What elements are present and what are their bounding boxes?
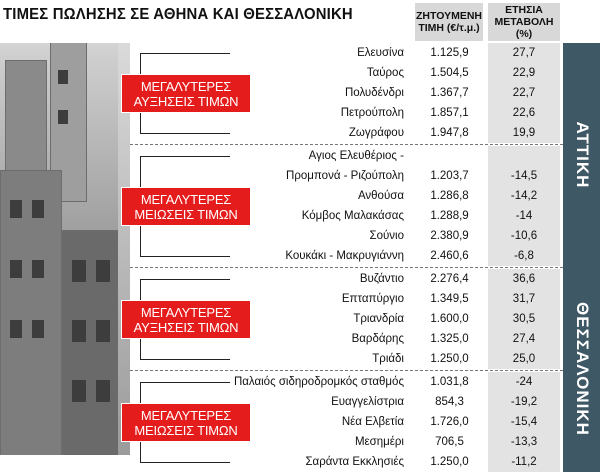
area-name: Τριάδι <box>368 349 404 369</box>
connector-line <box>140 156 230 157</box>
area-name: Πολυδένδρι <box>341 83 404 103</box>
asking-price: 2.276,4 <box>415 269 484 289</box>
area-name: Σαράντα Εκκλησιές <box>301 452 404 472</box>
asking-price: 1.031,8 <box>415 372 484 392</box>
annual-change: -13,3 <box>488 432 560 452</box>
asking-price: 2.460,6 <box>415 246 484 266</box>
annual-change: -19,2 <box>488 392 560 412</box>
connector-line <box>140 382 230 383</box>
asking-price: 1.288,9 <box>415 206 484 226</box>
annual-change: 22,6 <box>488 103 560 123</box>
asking-price: 1.349,5 <box>415 289 484 309</box>
badge-line: ΜΕΙΩΣΕΙΣ ΤΙΜΩΝ <box>134 206 238 222</box>
region-name: ΘΕΣΣΑΛΟΝΙΚΗ <box>572 302 592 436</box>
badge-line: ΑΥΞΗΣΕΙΣ ΤΙΜΩΝ <box>133 319 239 335</box>
group-separator <box>130 370 563 371</box>
annual-change: 19,9 <box>488 123 560 143</box>
asking-price <box>415 146 484 166</box>
asking-price: 1.203,7 <box>415 166 484 186</box>
group-badge <box>121 74 251 113</box>
price-column-header <box>415 3 483 41</box>
annual-change: 22,7 <box>488 83 560 103</box>
area-name: Βαρδάρης <box>348 329 404 349</box>
annual-change: 30,5 <box>488 309 560 329</box>
asking-price: 1.367,7 <box>415 83 484 103</box>
connector-line <box>140 462 230 463</box>
change-header-line2: ΜΕΤΑΒΟΛΗ (%) <box>494 16 554 40</box>
annual-change: -24 <box>488 372 560 392</box>
annual-change: -15,4 <box>488 412 560 432</box>
group-badge <box>121 187 251 226</box>
annual-change: -11,2 <box>488 452 560 472</box>
area-name: Κουκάκι - Μακρυγιάννη <box>281 246 404 266</box>
asking-price: 1.504,5 <box>415 63 484 83</box>
region-label <box>563 266 600 472</box>
area-name: Προμπονά - Ριζούπολη <box>282 166 404 186</box>
asking-price: 1.325,0 <box>415 329 484 349</box>
area-name: Κόμβος Μαλακάσας <box>298 206 404 226</box>
region-label <box>563 43 600 266</box>
change-header-line1: ΕΤΗΣΙΑ <box>505 4 543 16</box>
badge-line: ΑΥΞΗΣΕΙΣ ΤΙΜΩΝ <box>133 93 239 109</box>
annual-change: 27,4 <box>488 329 560 349</box>
asking-price: 1.726,0 <box>415 412 484 432</box>
badge-line: ΜΕΓΑΛΥΤΕΡΕΣ <box>140 304 232 320</box>
asking-price: 1.600,0 <box>415 309 484 329</box>
price-header-line1: ΖΗΤΟΥΜΕΝΗ <box>415 10 482 22</box>
connector-line <box>140 359 230 360</box>
annual-change: 31,7 <box>488 289 560 309</box>
badge-line: ΜΕΙΩΣΕΙΣ ΤΙΜΩΝ <box>134 422 238 438</box>
asking-price: 1.250,0 <box>415 452 484 472</box>
group-separator <box>130 267 563 268</box>
annual-change: 25,0 <box>488 349 560 369</box>
price-header-line2: ΤΙΜΗ (€/τ.μ.) <box>418 22 480 34</box>
asking-price: 1.857,1 <box>415 103 484 123</box>
annual-change <box>488 146 560 166</box>
connector-line <box>140 256 230 257</box>
region-name: ΑΤΤΙΚΗ <box>572 121 592 188</box>
area-name: Επταπύργιο <box>338 289 404 309</box>
area-name: Ανθούσα <box>354 186 404 206</box>
asking-price: 1.250,0 <box>415 349 484 369</box>
change-column-header <box>488 3 560 41</box>
annual-change: -6,8 <box>488 246 560 266</box>
group-badge <box>121 403 251 442</box>
area-name: Ευαγγελίστρια <box>327 392 404 412</box>
header <box>0 0 412 43</box>
area-name: Μεσημέρι <box>351 432 404 452</box>
table-row <box>130 166 580 186</box>
area-name: Ταύρος <box>363 63 404 83</box>
connector-line <box>140 53 230 54</box>
area-name: Τριανδρία <box>349 309 404 329</box>
connector-line <box>140 133 230 134</box>
group-separator <box>130 144 563 145</box>
connector-line <box>140 279 230 280</box>
area-name: Βυζάντιο <box>356 269 404 289</box>
annual-change: 22,9 <box>488 63 560 83</box>
area-name: Παλαιός σιδηροδρομκός σταθμός <box>230 372 404 392</box>
area-name: Αγιος Ελευθέριος - <box>305 146 404 166</box>
page-title: ΤΙΜΕΣ ΠΩΛΗΣΗΣ ΣΕ ΑΘΗΝΑ ΚΑΙ ΘΕΣΣΑΛΟΝΙΚΗ <box>3 6 353 23</box>
area-name: Πετρούπολη <box>337 103 404 123</box>
annual-change: -14,2 <box>488 186 560 206</box>
annual-change: -10,6 <box>488 226 560 246</box>
asking-price: 1.947,8 <box>415 123 484 143</box>
city-photo <box>0 0 118 455</box>
badge-line: ΜΕΓΑΛΥΤΕΡΕΣ <box>140 407 232 423</box>
annual-change: 27,7 <box>488 43 560 63</box>
badge-line: ΜΕΓΑΛΥΤΕΡΕΣ <box>140 78 232 94</box>
asking-price: 706,5 <box>415 432 484 452</box>
annual-change: -14 <box>488 206 560 226</box>
area-name: Νέα Ελβετία <box>338 412 404 432</box>
annual-change: 36,6 <box>488 269 560 289</box>
asking-price: 2.380,9 <box>415 226 484 246</box>
asking-price: 1.125,9 <box>415 43 484 63</box>
table-row <box>130 226 580 246</box>
area-name: Σούνιο <box>366 226 405 246</box>
area-name: Ζωγράφου <box>345 123 404 143</box>
asking-price: 1.286,8 <box>415 186 484 206</box>
annual-change: -14,5 <box>488 166 560 186</box>
badge-line: ΜΕΓΑΛΥΤΕΡΕΣ <box>140 191 232 207</box>
area-name: Ελευσίνα <box>353 43 404 63</box>
group-badge <box>121 300 251 339</box>
asking-price: 854,3 <box>415 392 484 412</box>
